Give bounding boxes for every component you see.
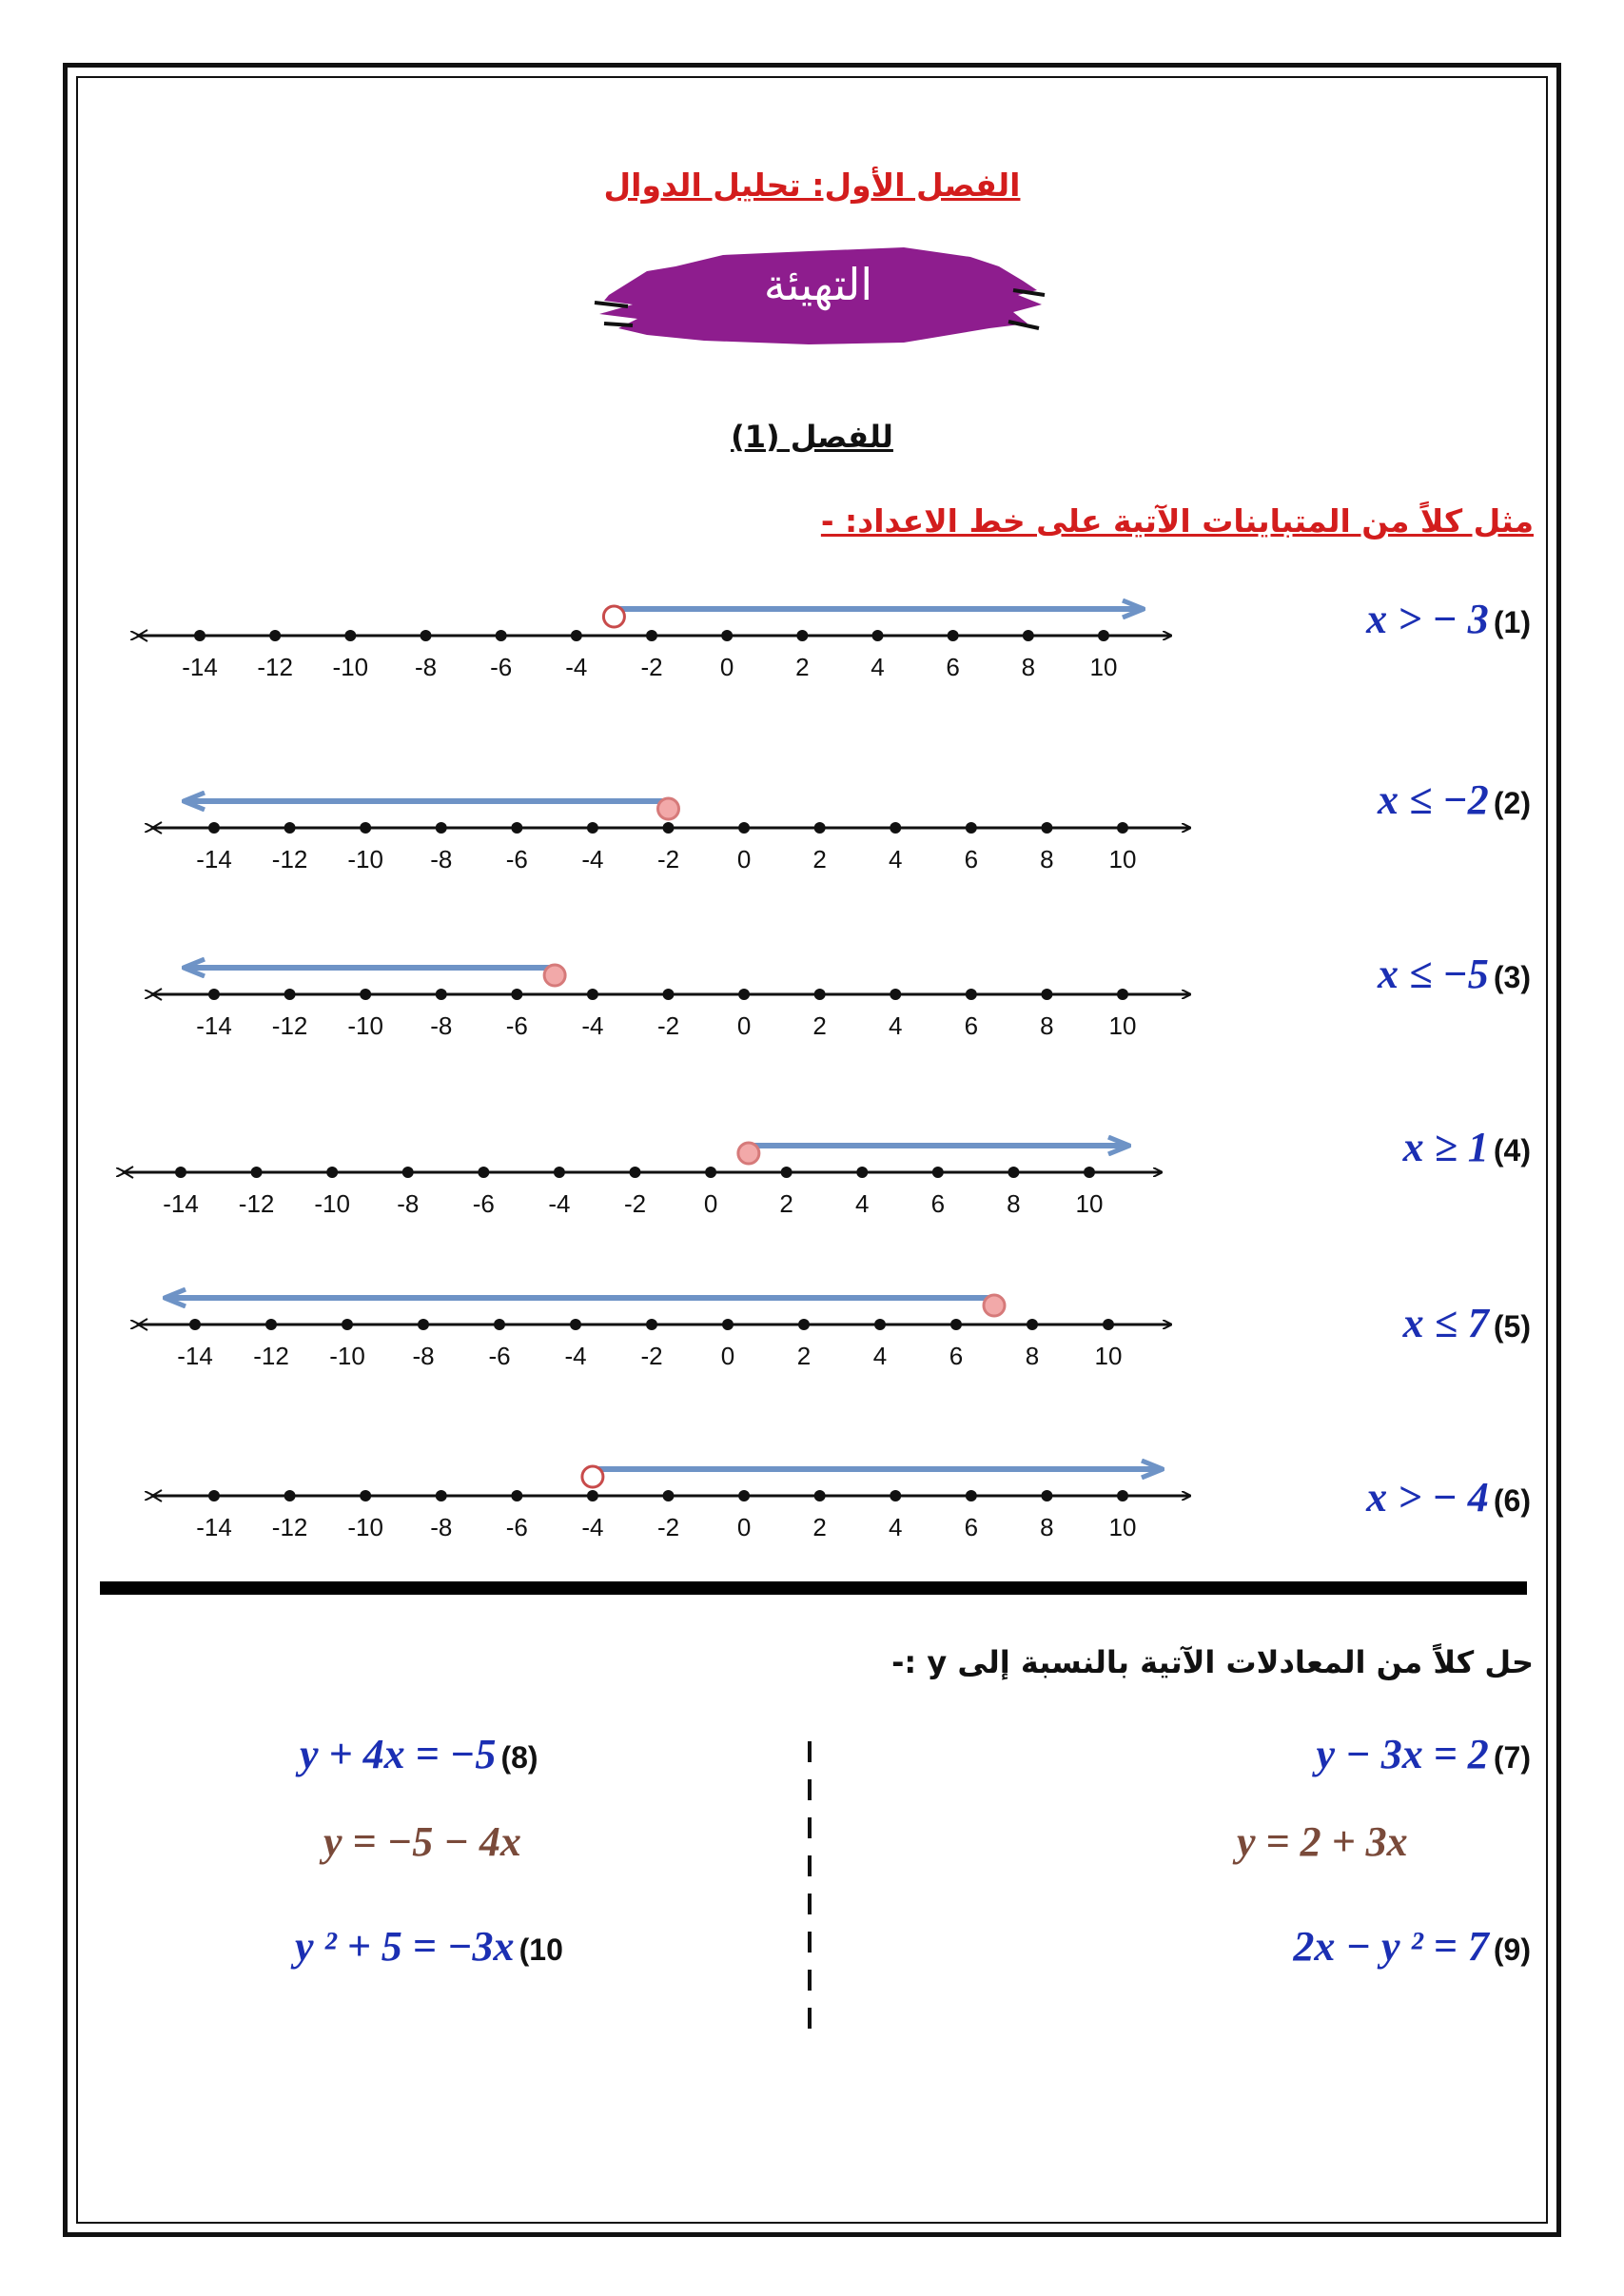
number-line-4-tick-label: -2 [623,1189,647,1218]
number-line-3-tick-label: -2 [656,1011,680,1040]
number-line-3-tick-label: 8 [1040,1011,1054,1040]
number-line-5-tick-label: 0 [720,1342,735,1370]
equation-8-answer: y = −5 − 4x [323,1818,521,1865]
number-line-5-tick-label: -6 [488,1342,511,1370]
number-line-6-dot [1041,1490,1052,1501]
number-line-5-dot [265,1319,277,1330]
number-line-1-tick-label: 10 [1089,653,1118,681]
number-line-4-dot [630,1167,641,1178]
number-line-2-dot [360,822,371,834]
number-line-1-dot [646,630,657,641]
number-line-6-dot [511,1490,522,1501]
number-line-4-dot [251,1167,263,1178]
number-line-2-dot [890,822,901,834]
number-line-1-tick-label: 0 [719,653,734,681]
number-line-5-dot [494,1319,505,1330]
number-line-6-dot [890,1490,901,1501]
number-line-4-dot [705,1167,716,1178]
inequality-3 [1378,950,1531,998]
equation-7 [1317,1730,1531,1778]
equation-10 [295,1922,563,1971]
number-line-4-dot [326,1167,338,1178]
number-line-1-dot [269,630,281,641]
number-line-4-tick-label: -6 [472,1189,495,1218]
number-line-3-tick-label: 10 [1108,1011,1137,1040]
number-line-2-tick-label: 2 [812,845,827,873]
number-line-5-dot [950,1319,962,1330]
number-line-5-tick-label: 4 [872,1342,888,1370]
inequality-5-text: x ≤ 7 [1402,1300,1489,1346]
number-line-2-tick-label: -12 [271,845,308,873]
number-line-4-tick-label: -14 [163,1189,199,1218]
number-line-2-endpoint [658,798,679,819]
inequality-2-text: x ≤ −2 [1377,776,1489,823]
inequalities-instruction: مثل كلاً من المتباينات الآتية على خط الاعداد: - [820,502,1534,540]
number-line-5-tick-label: -12 [253,1342,289,1370]
inequality-1 [1366,595,1531,643]
number-line-3-tick-label: -12 [271,1011,308,1040]
number-line-4-dot [402,1167,414,1178]
equation-8-number: (8) [500,1740,538,1775]
number-line-1-dot [948,630,959,641]
number-line-4-dot [175,1167,186,1178]
number-line-5-tick-label: 2 [796,1342,812,1370]
number-line-1-tick-label: -2 [640,653,663,681]
number-line-2-dot [1041,822,1052,834]
number-line-6-tick-label: -8 [430,1513,453,1541]
number-line-1-dot [421,630,432,641]
number-line-6-dot [284,1490,296,1501]
number-line-1-tick-label: -4 [565,653,588,681]
number-line-2-dot [284,822,296,834]
number-line-1-tick-label: -10 [332,653,369,681]
number-line-2-dot [511,822,522,834]
number-line-6-tick-label: -10 [347,1513,383,1541]
number-line-5-dot [874,1319,886,1330]
number-line-6-dot [436,1490,447,1501]
number-line-4-tick-label: 4 [855,1189,870,1218]
number-line-3-dot [436,989,447,1000]
number-line-1-endpoint [603,606,624,627]
equation-10-number: (10 [519,1933,563,1967]
inequality-1-text: x > − 3 [1366,596,1489,642]
number-line-3-tick-label: 2 [812,1011,827,1040]
number-line-1-dot [721,630,733,641]
number-line-1-dot [872,630,884,641]
equation-8-text: y + 4x = −5 [300,1731,497,1777]
number-line-1-dot [796,630,808,641]
chapter-subtitle: للفصل (1) [731,419,893,455]
number-line-3-dot [966,989,977,1000]
number-line-3-dot [738,989,750,1000]
inequality-6-text: x > − 4 [1366,1474,1489,1521]
number-line-2-dot [738,822,750,834]
number-line-2-tick-label: -4 [581,845,604,873]
number-line-2-tick-label: 10 [1108,845,1137,873]
number-line-4-dot [1084,1167,1095,1178]
number-line-3-tick-label: -4 [581,1011,604,1040]
number-line-3-dot [208,989,220,1000]
number-line-1-dot [194,630,205,641]
number-line-4-dot [856,1167,868,1178]
number-line-4-endpoint [738,1143,759,1164]
number-line-2-dot [663,822,675,834]
number-line-2-tick-label: -2 [656,845,680,873]
number-line-3-tick-label: -8 [430,1011,453,1040]
number-line-2-tick-label: 8 [1040,845,1054,873]
number-line-3-tick-label: 0 [736,1011,752,1040]
number-line-1-tick-label: -8 [414,653,438,681]
number-line-6-tick-label: 4 [889,1513,903,1541]
number-line-3-tick-label: -14 [196,1011,232,1040]
number-line-5-tick-label: -4 [564,1342,587,1370]
number-line-3-dot [663,989,675,1000]
number-line-3-dot [1117,989,1128,1000]
number-line-5-dot [798,1319,810,1330]
inequality-2-number: (2) [1493,786,1531,820]
number-line-6-tick-label: -12 [271,1513,308,1541]
number-line-5-dot [646,1319,657,1330]
number-line-3-tick-label: 6 [964,1011,979,1040]
number-line-5-dot [189,1319,201,1330]
equation-9-number: (9) [1493,1933,1531,1967]
number-line-4-tick-label: 6 [930,1189,946,1218]
number-line-3-dot [511,989,522,1000]
inequality-1-number: (1) [1493,605,1531,639]
number-line-6-dot [208,1490,220,1501]
number-line-1-dot [1098,630,1109,641]
number-line-6-dot [587,1490,598,1501]
number-line-6-tick-label: 8 [1040,1513,1054,1541]
number-line-5-dot [1027,1319,1038,1330]
inequality-2 [1378,775,1531,824]
section-divider [100,1581,1527,1595]
number-line-3-dot [890,989,901,1000]
equation-9-text: 2x − y ² = 7 [1293,1923,1489,1970]
number-line-6-tick-label: -4 [581,1513,604,1541]
number-line-5-tick-label: -2 [640,1342,663,1370]
number-line-5-endpoint [984,1295,1005,1316]
number-line-6-tick-label: 2 [812,1513,827,1541]
number-line-1-tick-label: -6 [490,653,513,681]
number-line-5-tick-label: -14 [177,1342,213,1370]
number-line-1-dot [571,630,582,641]
number-line-1-dot [496,630,507,641]
number-line-6-tick-label: 10 [1108,1513,1137,1541]
inequality-3-number: (3) [1493,960,1531,994]
number-line-2-dot [814,822,826,834]
number-line-2-tick-label: 4 [889,845,903,873]
number-line-2-dot [1117,822,1128,834]
number-line-4-dot [781,1167,792,1178]
number-line-6-tick-label: 0 [736,1513,752,1541]
equation-9 [1293,1922,1531,1971]
number-line-4-dot [478,1167,489,1178]
number-line-1-tick-label: -14 [182,653,218,681]
inequality-4-number: (4) [1493,1133,1531,1168]
number-line-6-endpoint [582,1466,603,1487]
number-line-4-dot [1008,1167,1019,1178]
inequality-5 [1403,1299,1531,1347]
banner-title: التهيئة [763,259,873,310]
number-line-2-tick-label: 0 [736,845,752,873]
number-line-5-tick-label: 8 [1025,1342,1040,1370]
chapter-title: الفصل الأول: تحليل الدوال [603,167,1021,204]
number-line-6-tick-label: -6 [505,1513,528,1541]
number-line-2-dot [436,822,447,834]
inequality-4 [1403,1123,1531,1171]
number-line-4-tick-label: -8 [397,1189,420,1218]
number-line-3-tick-label: -10 [347,1011,383,1040]
number-line-5-tick-label: 10 [1094,1342,1123,1370]
number-line-3-dot [360,989,371,1000]
equations-instruction: حل كلاً من المعادلات الآتية بالنسبة إلى y :- [891,1644,1534,1680]
number-line-3-dot [814,989,826,1000]
number-line-2-tick-label: -6 [505,845,528,873]
number-line-6-dot [360,1490,371,1501]
number-line-6-dot [966,1490,977,1501]
equation-7-answer: y = 2 + 3x [1237,1818,1408,1865]
number-line-1-tick-label: 6 [946,653,960,681]
number-line-1-dot [1023,630,1034,641]
number-line-3-endpoint [544,965,565,986]
number-line-2-dot [587,822,598,834]
number-line-6-dot [1117,1490,1128,1501]
number-line-2-tick-label: -14 [196,845,232,873]
number-line-1-tick-label: 8 [1021,653,1036,681]
number-line-5-tick-label: 6 [949,1342,964,1370]
number-line-4-tick-label: 8 [1007,1189,1021,1218]
number-line-2-dot [208,822,220,834]
number-line-4-dot [932,1167,944,1178]
number-line-4-tick-label: 0 [703,1189,718,1218]
number-line-3-tick-label: 4 [889,1011,903,1040]
number-line-5-dot [1103,1319,1114,1330]
number-line-2-tick-label: 6 [964,845,979,873]
number-line-5-dot [342,1319,353,1330]
inequality-5-number: (5) [1493,1309,1531,1344]
number-line-4-tick-label: -4 [548,1189,571,1218]
number-line-2-tick-label: -10 [347,845,383,873]
number-line-3-dot [587,989,598,1000]
inequality-4-text: x ≥ 1 [1402,1124,1489,1170]
number-line-1-tick-label: 2 [795,653,810,681]
number-line-6-tick-label: -2 [656,1513,680,1541]
number-line-3-dot [1041,989,1052,1000]
equation-10-text: y ² + 5 = −3x [295,1923,515,1970]
number-line-2-tick-label: -8 [430,845,453,873]
number-line-1-dot [344,630,356,641]
inequality-6-number: (6) [1493,1483,1531,1518]
number-line-4-tick-label: -10 [314,1189,350,1218]
number-line-5-dot [418,1319,429,1330]
number-line-2-dot [966,822,977,834]
equation-8 [300,1730,538,1778]
number-line-4-tick-label: -12 [238,1189,275,1218]
number-line-1-tick-label: 4 [871,653,885,681]
inequality-3-text: x ≤ −5 [1377,951,1489,997]
column-divider [808,1741,812,2046]
number-line-3-dot [284,989,296,1000]
number-line-4-tick-label: 2 [779,1189,793,1218]
number-line-6-tick-label: -14 [196,1513,232,1541]
number-line-6-tick-label: 6 [964,1513,979,1541]
equation-7-text: y − 3x = 2 [1316,1731,1489,1777]
number-line-5-dot [570,1319,581,1330]
number-line-5-tick-label: -10 [329,1342,365,1370]
number-line-1-tick-label: -12 [257,653,293,681]
number-line-6-dot [738,1490,750,1501]
number-line-3-tick-label: -6 [505,1011,528,1040]
inequality-6 [1366,1473,1531,1521]
number-line-6-dot [814,1490,826,1501]
number-line-4-dot [554,1167,565,1178]
number-line-4-tick-label: 10 [1075,1189,1104,1218]
number-line-6-dot [663,1490,675,1501]
equation-7-number: (7) [1493,1740,1531,1775]
number-line-5-tick-label: -8 [412,1342,435,1370]
number-line-5-dot [722,1319,734,1330]
